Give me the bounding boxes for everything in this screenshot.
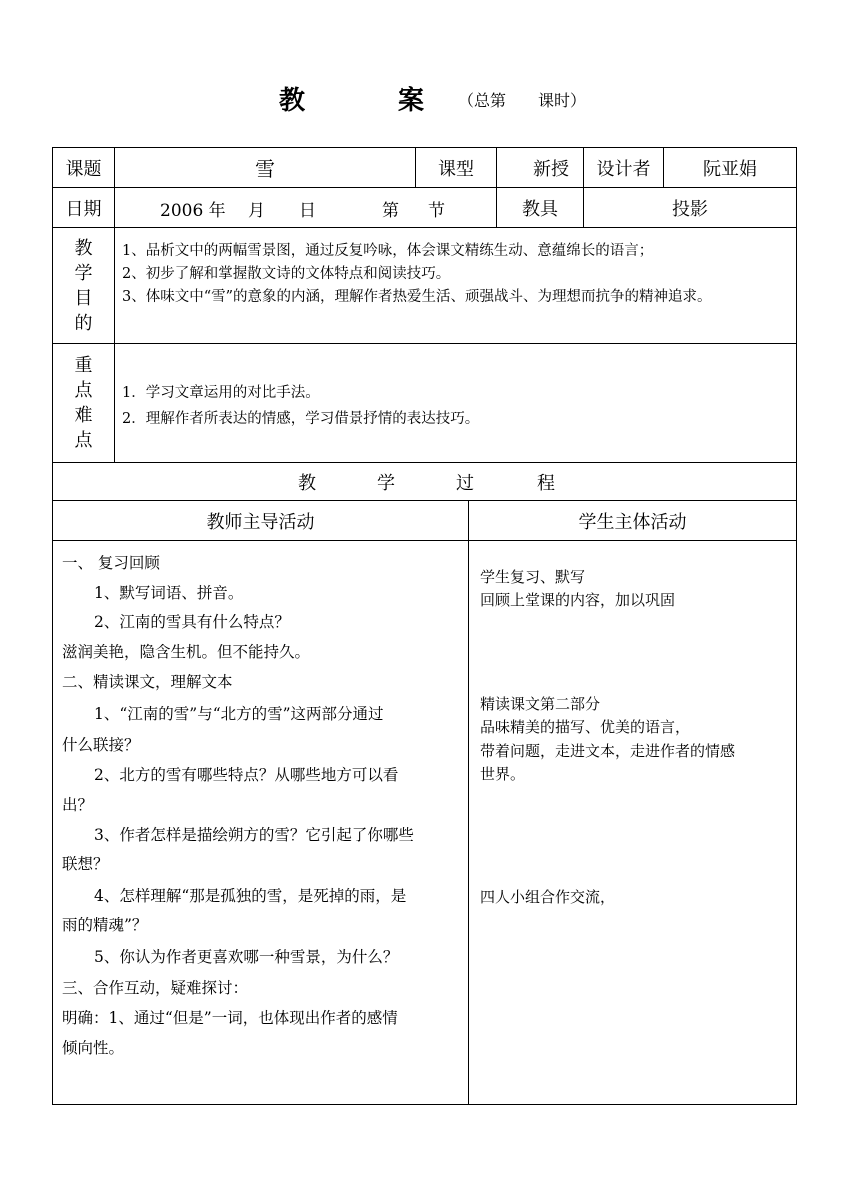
type-label: 课型 [438, 158, 474, 180]
teacher-line: 2、北方的雪有哪些特点？从哪些地方可以看 [94, 766, 399, 784]
student-line: 四人小组合作交流， [480, 888, 616, 906]
teacher-line: 联想？ [62, 855, 109, 873]
col-line [114, 147, 115, 463]
date-month: 月 [248, 201, 265, 221]
process-heading [53, 463, 796, 500]
heading-char: 过 [456, 473, 474, 494]
date-year: 2006 年 [160, 201, 226, 221]
student-line: 带着问题，走进文本，走进作者的情感 [480, 742, 736, 760]
teacher-line: 2、江南的雪具有什么特点？ [94, 613, 290, 631]
teacher-line: 1、“江南的雪”与“北方的雪”这两部分通过 [94, 705, 384, 723]
key-points-label [53, 344, 114, 462]
teacher-line: 1、默写词语、拼音。 [94, 584, 244, 602]
date-label: 日期 [65, 198, 102, 220]
title-left-char: 教 [279, 86, 306, 116]
teacher-line: 滋润美艳，隐含生机。但不能持久。 [62, 643, 311, 661]
key-points-list [122, 380, 790, 432]
student-line: 学生复习、默写 [480, 568, 586, 586]
label-char: 的 [74, 312, 93, 334]
student-line: 品味精美的描写、优美的语言， [480, 718, 691, 736]
label-char: 学 [74, 262, 93, 284]
label-char: 点 [74, 430, 93, 451]
tools-value: 投影 [672, 198, 708, 220]
designer-value: 阮亚娟 [703, 158, 757, 180]
teacher-line: 一、 复习回顾 [62, 554, 160, 572]
teacher-line: 4、怎样理解“那是孤独的雪，是死掉的雨，是 [94, 887, 407, 905]
teacher-line: 三、合作互动，疑难探讨： [62, 979, 249, 997]
label-char: 难 [74, 405, 93, 426]
objective-item: 1、品析文中的两幅雪景图，通过反复吟咏，体会课文精练生动、意蕴绵长的语言； [122, 243, 654, 259]
title-right-char: 案 [398, 86, 425, 116]
type-value: 新授 [533, 158, 569, 180]
student-line: 回顾上堂课的内容，加以巩固 [480, 591, 676, 609]
row-line [52, 1104, 797, 1105]
designer-label: 设计者 [596, 158, 651, 180]
heading-char: 学 [377, 473, 395, 494]
teacher-line: 倾向性。 [62, 1039, 125, 1057]
teacher-line: 什么联接？ [62, 736, 140, 754]
teacher-line: 明确：1、通过“但是”一词，也体现出作者的感情 [62, 1009, 398, 1027]
label-char: 重 [74, 355, 93, 376]
date-section: 节 [428, 201, 445, 221]
teacher-line: 二、精读课文，理解文本 [62, 673, 233, 691]
topic-label: 课题 [65, 158, 102, 180]
heading-char: 程 [537, 473, 555, 494]
objective-item: 3、体味文中“雪”的意象的内涵，理解作者热爱生活、顽强战斗、为理想而抗争的精神追求。 [122, 289, 712, 305]
date-day: 日 [299, 201, 316, 221]
topic-value: 雪 [255, 157, 275, 181]
objectives-list [122, 240, 790, 309]
student-line: 世界。 [480, 765, 526, 783]
tools-label: 教具 [522, 198, 558, 220]
objective-item: 2、初步了解和掌握散文诗的文体特点和阅读技巧。 [122, 266, 451, 282]
col-line [796, 147, 797, 1105]
date-period: 第 [382, 201, 399, 221]
row-line [52, 227, 797, 228]
teacher-line: 出？ [62, 796, 94, 814]
row-line [52, 343, 797, 344]
teacher-line: 雨的精魂”？ [62, 916, 148, 934]
title-subtitle: （总第 课时） [458, 91, 587, 110]
student-line: 精读课文第二部分 [480, 695, 601, 713]
teacher-activity-header: 教师主导活动 [206, 511, 315, 533]
key-point-item: 2．理解作者所表达的情感，学习借景抒情的表达技巧。 [122, 411, 480, 427]
objectives-label [53, 228, 114, 343]
col-line [468, 500, 469, 1105]
label-char: 点 [74, 380, 93, 401]
teacher-line: 5、你认为作者更喜欢哪一种雪景，为什么？ [94, 948, 399, 966]
row-line [52, 540, 797, 541]
key-point-item: 1．学习文章运用的对比手法。 [122, 385, 320, 401]
teacher-line: 3、作者怎样是描绘朔方的雪？它引起了你哪些 [94, 826, 414, 844]
label-char: 目 [74, 287, 93, 309]
heading-char: 教 [298, 473, 316, 494]
label-char: 教 [74, 237, 93, 259]
student-activity-header: 学生主体活动 [578, 511, 687, 533]
